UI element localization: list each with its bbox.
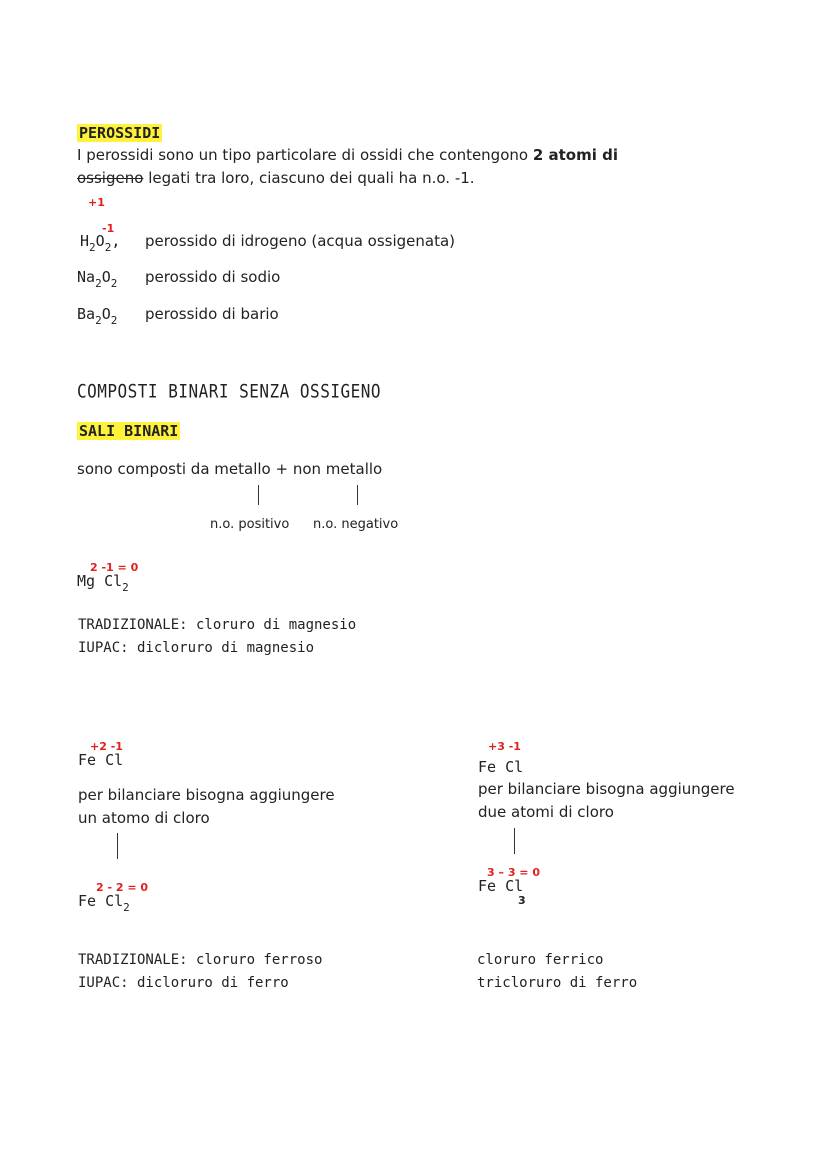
el-cl: Cl <box>104 572 123 590</box>
formula-fecl-left: Fe Cl <box>78 751 124 769</box>
sub-ba: 2 <box>95 314 102 327</box>
fecl3-sub: 3 <box>518 894 526 907</box>
formula-na2o2 <box>77 268 118 290</box>
name-na2o2: perossido di sodio <box>145 268 281 286</box>
fecl3-iupac: tricloruro di ferro <box>477 975 638 991</box>
perossidi-heading: PEROSSIDI <box>79 124 161 142</box>
ox-h: +1 <box>88 196 105 209</box>
perossidi-intro-line2 <box>77 169 475 187</box>
perossidi-intro-line1 <box>77 146 618 164</box>
intro-text: I perossidi sono un tipo particolare di ossidi che contengono <box>77 146 533 164</box>
el-mg: Mg <box>77 572 96 590</box>
sub-h: 2 <box>89 241 96 254</box>
sub-cl: 2 <box>122 581 129 594</box>
arrow-metallo <box>258 485 259 505</box>
formula-ba2o2 <box>77 305 118 327</box>
fecl2-iupac: IUPAC: dicloruro di ferro <box>78 975 289 991</box>
fecl2-symbols: Fe Cl <box>78 892 124 910</box>
ox-fecl-right: +3 -1 <box>488 740 521 753</box>
sub-o: 2 <box>110 314 118 327</box>
sali-binari-heading: SALI BINARI <box>79 422 179 440</box>
formula-fecl-right: Fe Cl <box>478 758 524 776</box>
el-h: H <box>80 232 90 250</box>
note-left-line1: per bilanciare bisogna aggiungere <box>78 786 335 804</box>
intro-rest: legati tra loro, ciascuno dei quali ha n.o. -1. <box>143 169 475 187</box>
sub-o: 2 <box>110 277 118 290</box>
arrow-right <box>514 828 515 854</box>
sub-na: 2 <box>95 277 102 290</box>
ox-fecl3: 3 – 3 = 0 <box>487 866 540 879</box>
note-right-line1: per bilanciare bisogna aggiungere <box>478 780 735 798</box>
intro-strike: ossigeno <box>77 169 144 187</box>
formula-mgcl2 <box>77 572 129 594</box>
intro-bold: 2 atomi di <box>532 146 618 164</box>
ox-fecl-left: +2 -1 <box>90 740 123 753</box>
label-positive: n.o. positivo <box>210 517 290 532</box>
formula-h2o2 <box>80 232 121 254</box>
mgcl2-iupac: IUPAC: dicloruro di magnesio <box>78 640 315 656</box>
el-ba: Ba <box>77 305 96 323</box>
sali-definition: sono composti da metallo + non metallo <box>77 460 383 478</box>
fecl2-sub: 2 <box>123 901 130 914</box>
el-na: Na <box>77 268 96 286</box>
note-left-line2: un atomo di cloro <box>78 809 210 827</box>
ox-mgcl2: 2 -1 = 0 <box>90 561 139 574</box>
ox-fecl2: 2 - 2 = 0 <box>96 881 149 894</box>
label-negative: n.o. negativo <box>313 517 399 532</box>
el-o: O <box>101 305 111 323</box>
arrow-non-metallo <box>357 485 358 505</box>
name-ba2o2: perossido di bario <box>145 305 279 323</box>
formula-fecl2 <box>78 892 130 914</box>
sub-o: 2 <box>104 241 112 254</box>
el-o: O <box>101 268 111 286</box>
composti-heading: COMPOSTI BINARI SENZA OSSIGENO <box>77 380 381 402</box>
arrow-left <box>117 833 118 859</box>
el-o: O <box>95 232 105 250</box>
note-right-line2: due atomi di cloro <box>478 803 614 821</box>
sep: , <box>111 232 121 250</box>
mgcl2-trad: TRADIZIONALE: cloruro di magnesio <box>78 617 357 633</box>
fecl3-trad: cloruro ferrico <box>477 952 604 968</box>
ox-o: -1 <box>102 222 115 235</box>
fecl2-trad: TRADIZIONALE: cloruro ferroso <box>78 952 323 968</box>
name-h2o2: perossido di idrogeno (acqua ossigenata) <box>145 232 456 250</box>
formula-fecl3: Fe Cl <box>478 877 524 895</box>
